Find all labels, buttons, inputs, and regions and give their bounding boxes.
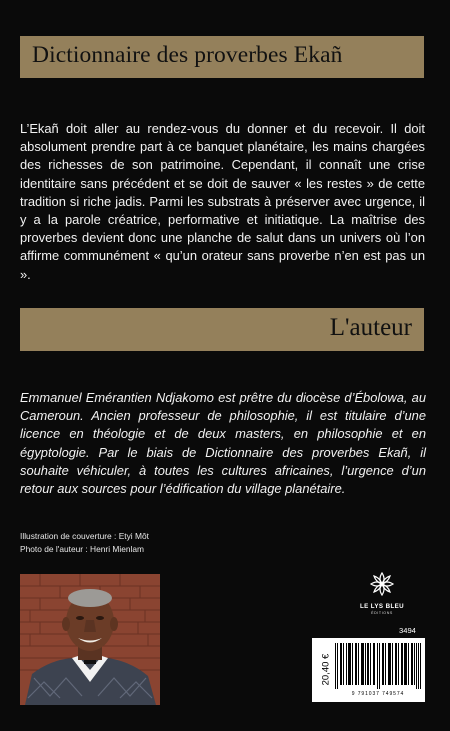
credits <box>20 530 149 555</box>
publisher-logo <box>352 571 412 621</box>
author-bio: Emmanuel Emérantien Ndjakomo est prêtre du diocèse d’Ébolowa, au Cameroun. Ancien professeur de philosophie, il est titulaire d’une licence en théologie et de deux masters, en philosophie et en égyptologie. Par le biais de Dictionnaire des proverbes Ekañ, il souhaite véhiculer, à toutes les cultures africaines, l’urgence d’un retour aux sources pour l’édification du village planétaire. <box>20 390 426 497</box>
isbn-digits: 9 791037 749574 <box>351 691 405 697</box>
lily-icon <box>369 571 395 597</box>
author-portrait-image <box>20 574 160 705</box>
author-photo <box>20 574 160 705</box>
barcode-block <box>312 638 425 702</box>
author-heading: L'auteur <box>329 314 412 341</box>
author-banner <box>20 308 424 351</box>
back-cover-blurb: L’Ekañ doit aller au rendez-vous du donner et du recevoir. Il doit absolument prendre part à ce banquet planétaire, les mains chargées des richesses de son patrimoine. Cependant, il connaît une crise identitaire sans précédent et se doit de sauver « les restes » de cette tradition si riche jadis. Parmi les substrats à préserver avec urgence, il y a la parole créatrice, performative et initiatique. La maîtrise des proverbes devient donc une planche de salut dans un univers où l’on affirme communément « qu’un orateur sans proverbe n’en est pas un ». <box>20 121 425 282</box>
title-banner <box>20 36 424 78</box>
book-title: Dictionnaire des proverbes Ekañ <box>32 42 343 68</box>
reference-code: 3494 <box>399 626 416 635</box>
barcode-icon <box>335 643 421 689</box>
price-label: 20,40 € <box>320 653 332 686</box>
credit-illustration: Illustration de couverture : Etyi Môt <box>20 531 149 541</box>
credit-photo: Photo de l'auteur : Henri Mienlam <box>20 543 145 554</box>
publisher-sub: ÉDITIONS <box>371 611 393 615</box>
publisher-name: LE LYS BLEU <box>359 603 405 610</box>
